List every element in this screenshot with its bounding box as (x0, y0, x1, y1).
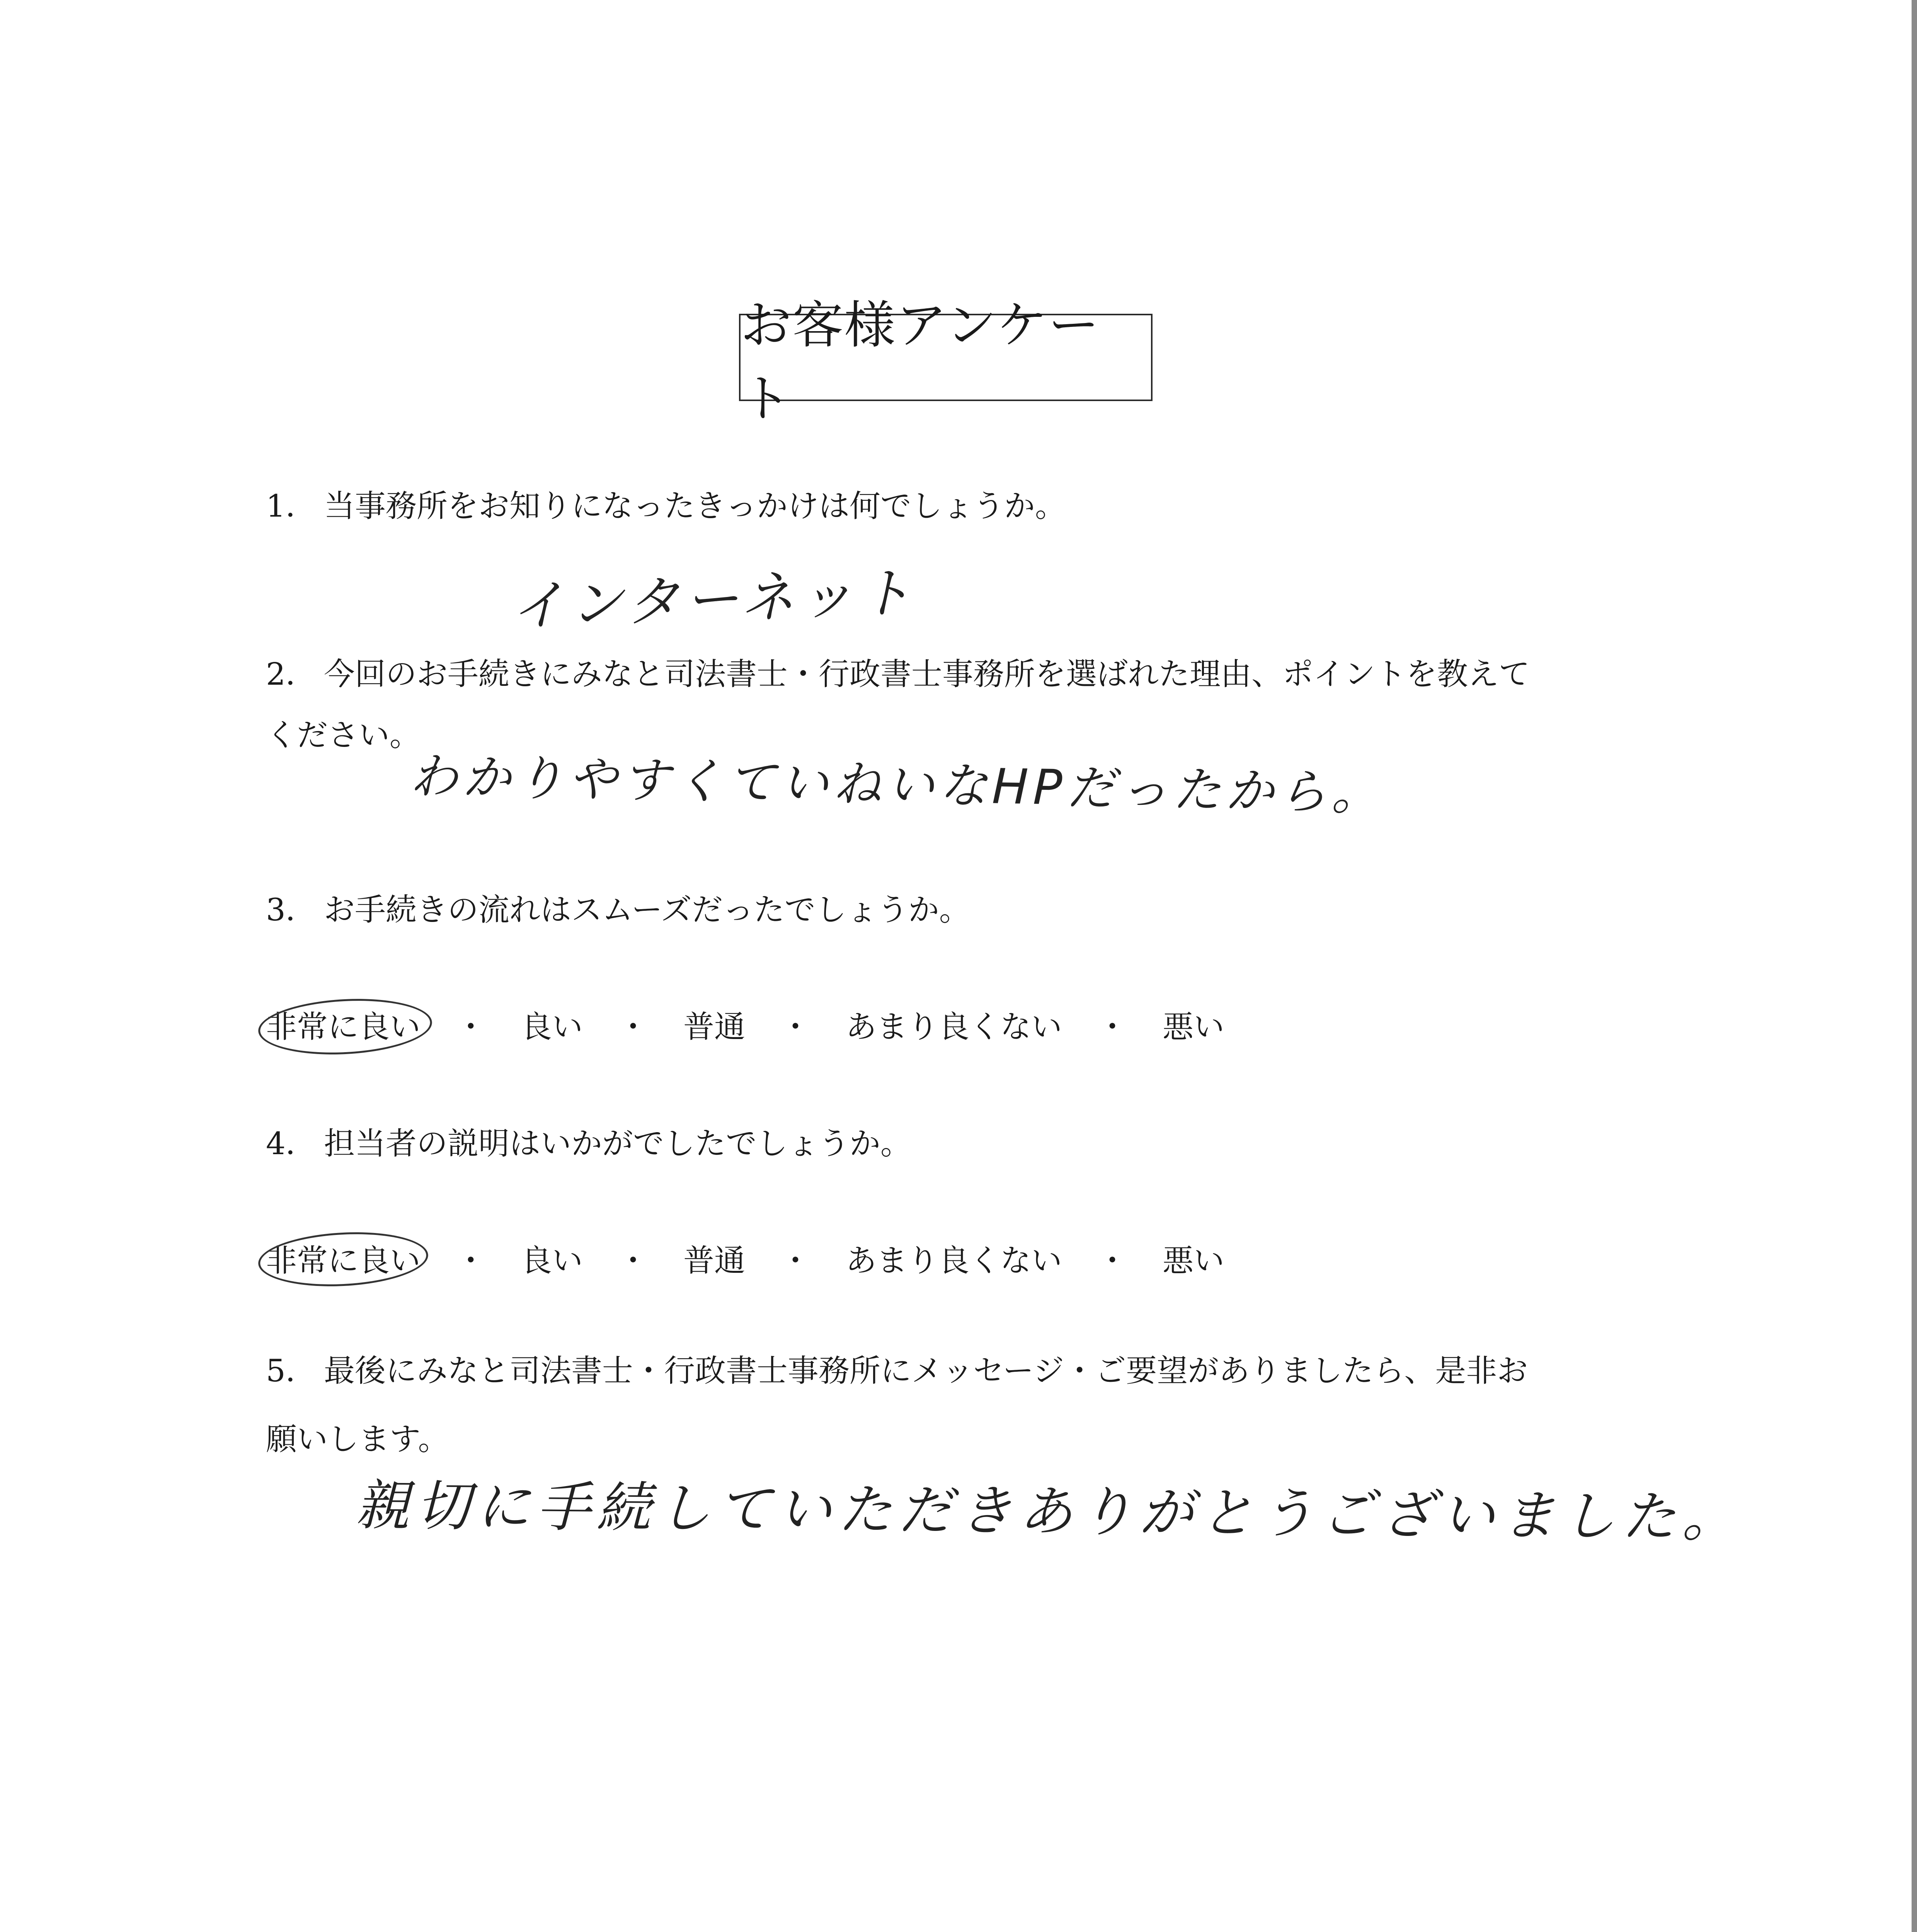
q4-choice-bad[interactable]: 悪い (1163, 1242, 1224, 1279)
separator: ・ (455, 1009, 486, 1045)
question-4-choices (266, 1231, 1464, 1285)
question-3-text: お手続きの流れはスムーズだったでしょうか。 (324, 892, 970, 928)
question-1-number: 1． (266, 488, 317, 524)
question-4-number: 4． (266, 1126, 317, 1162)
separator: ・ (780, 1242, 811, 1279)
q4-choice-average[interactable]: 普通 (683, 1242, 745, 1279)
separator: ・ (780, 1009, 811, 1045)
question-4-text: 担当者の説明はいかがでしたでしょうか。 (324, 1126, 911, 1162)
separator: ・ (618, 1242, 649, 1279)
q3-choice-bad[interactable]: 悪い (1163, 1009, 1224, 1045)
answer-2: わかりやすくていねいなHPだったから。 (409, 748, 1385, 821)
q4-choice-good[interactable]: 良い (521, 1242, 583, 1279)
answer-5: 親切に手続していただきありがとうございました。 (355, 1474, 1743, 1549)
page-title: お客様アンケート (739, 314, 1153, 401)
separator: ・ (455, 1242, 486, 1279)
separator: ・ (1097, 1242, 1128, 1279)
answer-1: インターネット (509, 561, 918, 639)
scan-edge (1912, 0, 1917, 1932)
question-2-text: 今回のお手続きにみなと司法書士・行政書士事務所を選ばれた理由、ポイントを教えて (324, 656, 1530, 692)
question-2-text-continued: ください。 (266, 717, 421, 753)
q3-choice-average[interactable]: 普通 (683, 1009, 745, 1045)
question-5-text: 最後にみなと司法書士・行政書士事務所にメッセージ・ご要望がありましたら、是非お (324, 1353, 1528, 1389)
q3-choice-not-good[interactable]: あまり良くない (846, 1009, 1062, 1045)
separator: ・ (1097, 1009, 1128, 1045)
question-3 (266, 879, 1657, 941)
question-4 (266, 1113, 1657, 1175)
q3-choice-very-good[interactable]: 非常に良い (266, 1009, 421, 1045)
q3-choice-good[interactable]: 良い (521, 1009, 583, 1045)
question-2-number: 2． (266, 656, 317, 692)
question-2 (266, 643, 1657, 705)
question-3-choices (266, 997, 1464, 1051)
q4-choice-very-good[interactable]: 非常に良い (266, 1242, 421, 1279)
question-5-text-continued: 願いします。 (266, 1421, 449, 1457)
separator: ・ (618, 1009, 649, 1045)
question-3-number: 3． (266, 892, 317, 928)
q4-choice-not-good[interactable]: あまり良くない (846, 1242, 1062, 1279)
question-5-number: 5． (266, 1353, 317, 1389)
question-1-text: 当事務所をお知りになったきっかけは何でしょうか。 (324, 488, 1066, 524)
question-1 (266, 475, 1657, 537)
question-5 (266, 1340, 1657, 1402)
